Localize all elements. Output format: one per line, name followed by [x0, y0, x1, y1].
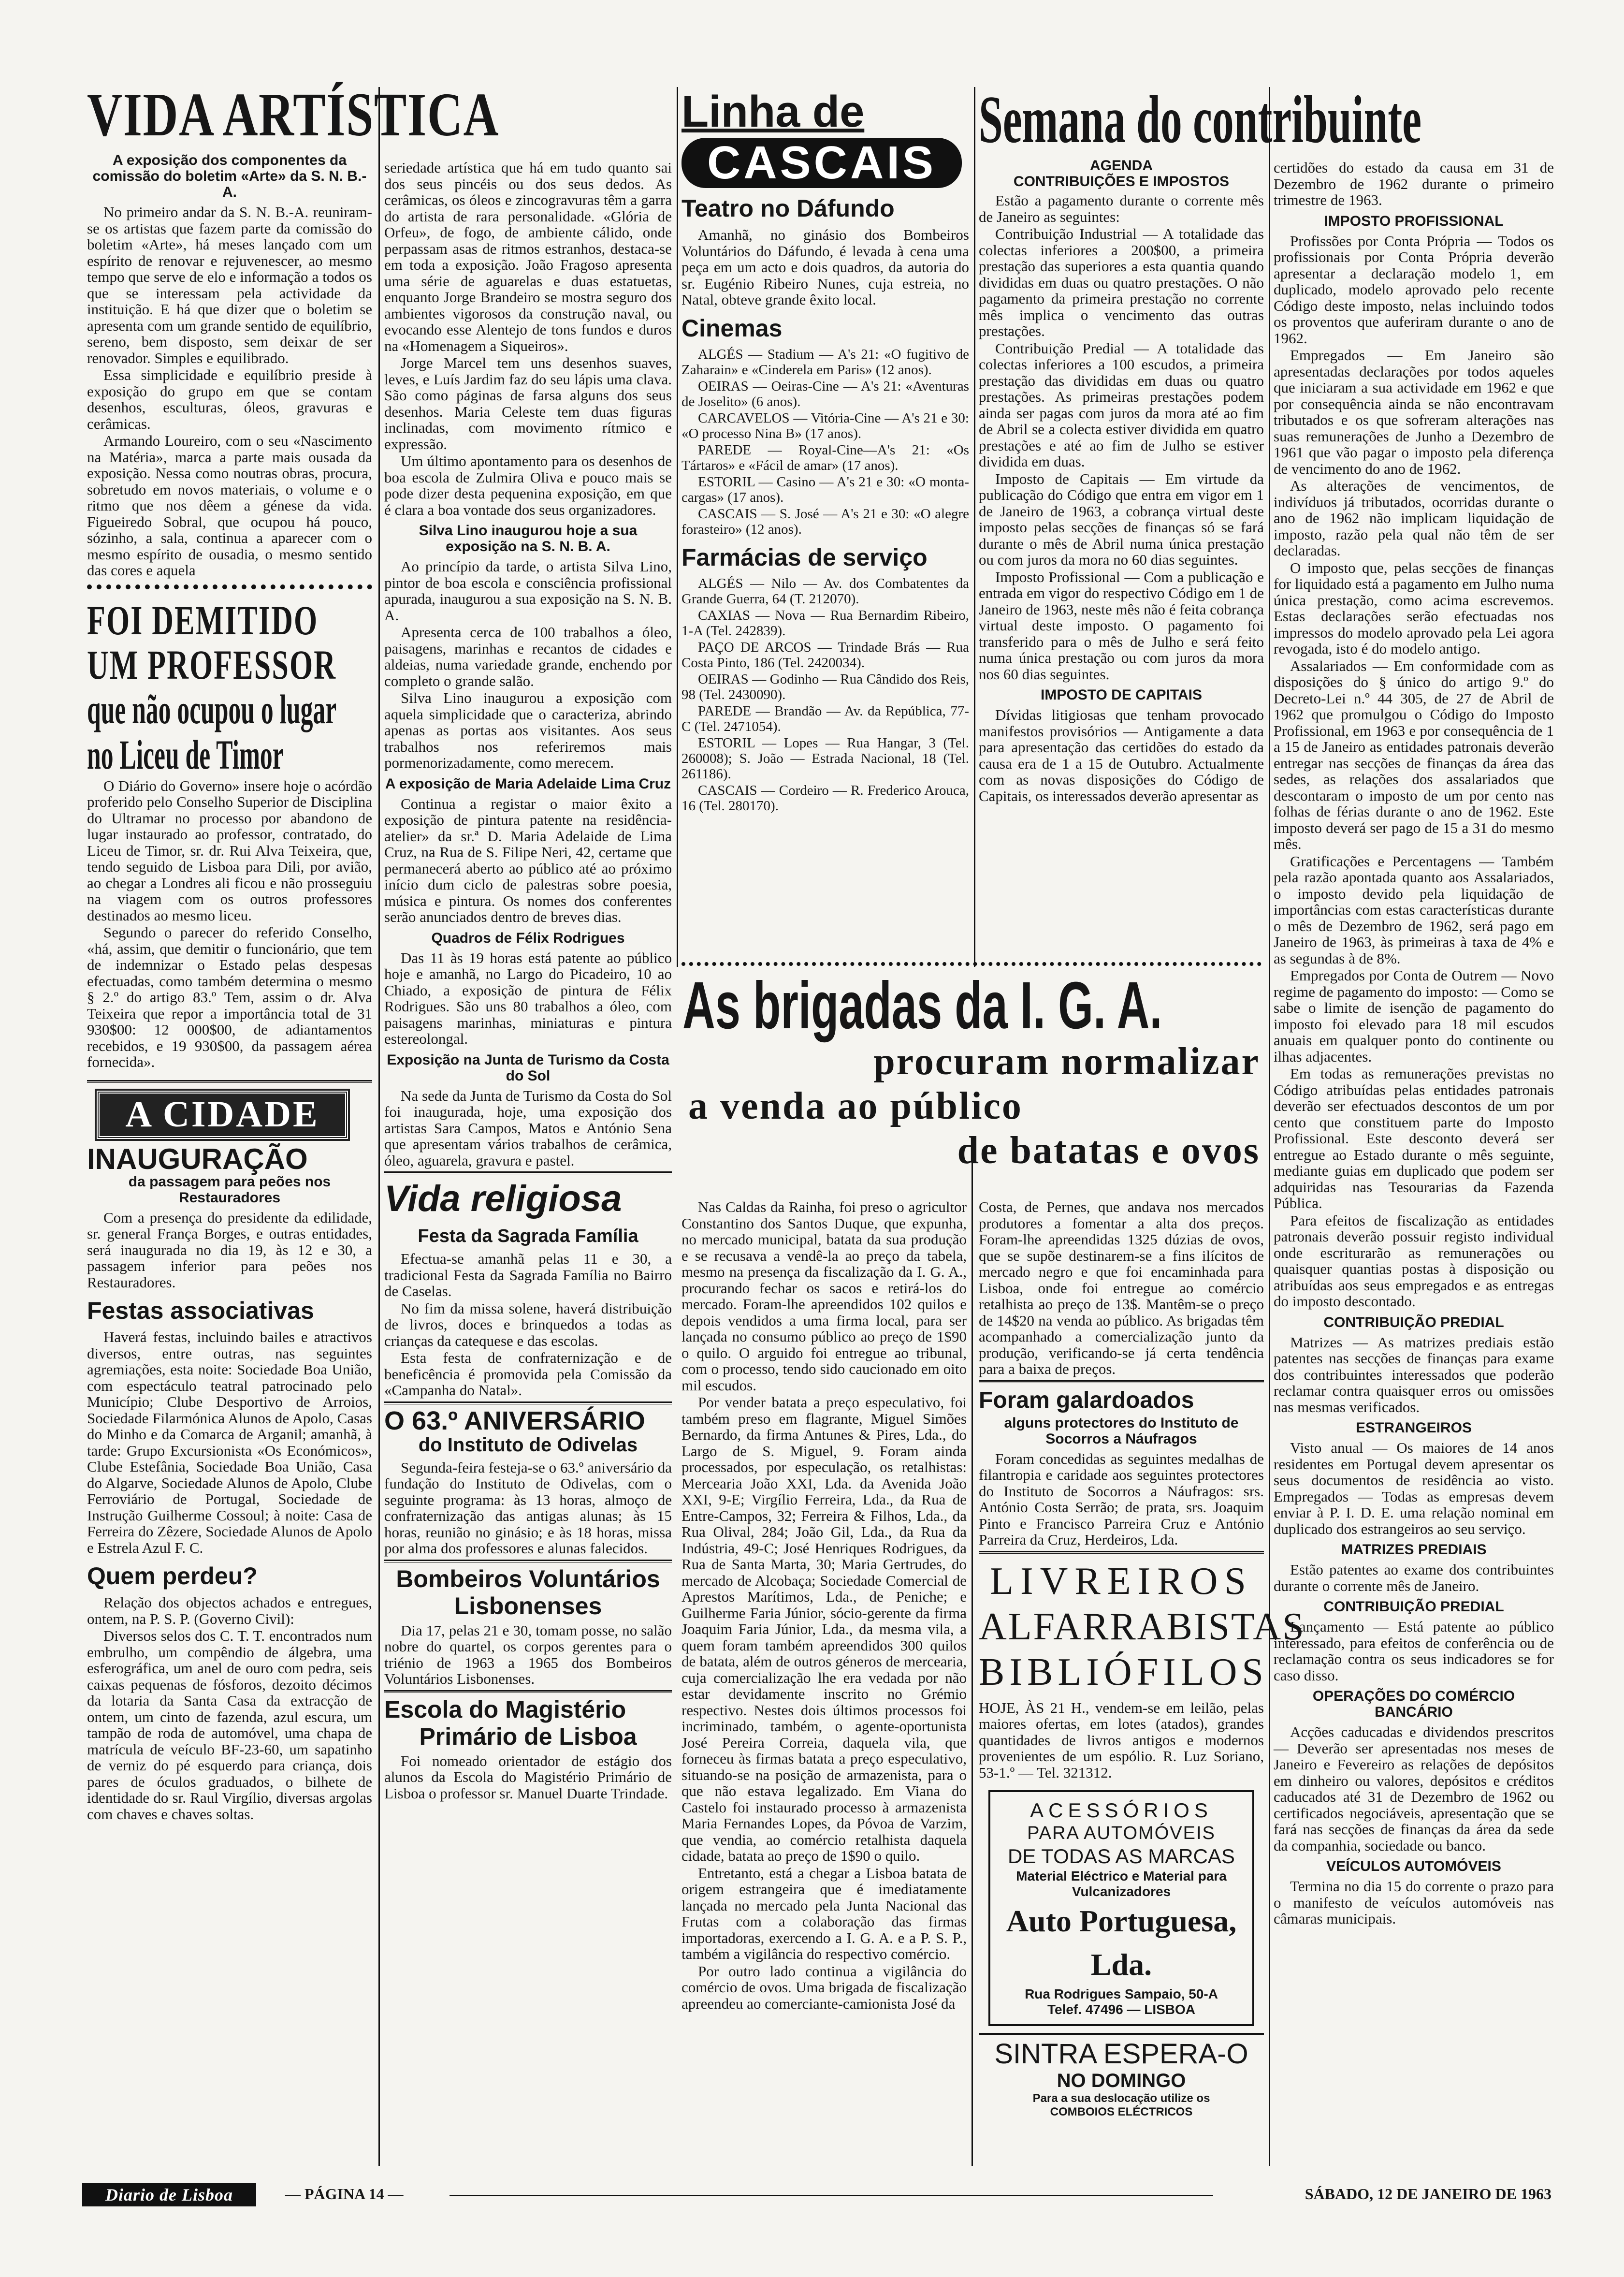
paragraph: Foram concedidas as seguintes medalhas de filantropia e caridade aos seguintes protectores do Instituto de Socorros a Náufragos: srs. António Costa Serrão; de prata, srs. Joaquim Pinto e Francisco Parreira Cruz e António Parreira da Cruz, Herdeiros, Lda.	[979, 1450, 1264, 1548]
paragraph: Ao princípio da tarde, o artista Silva Lino, pintor de boa escola e consciência profissional apurada, inaugurou a sua exposição na S. N. B. A.	[384, 558, 672, 624]
aniversario-subtitle: do Instituto de Odivelas	[418, 1434, 638, 1456]
section-divider	[384, 1171, 672, 1174]
section-divider	[384, 1690, 672, 1693]
column-rule	[974, 87, 975, 967]
section-divider	[384, 1401, 672, 1404]
paragraph: Matrizes — As matrizes prediais estão patentes nas secções de finanças para exame dos contribuintes interessados que poderão reclamar contra quaisquer erros ou omissões nas mesmas verificados.	[1274, 1333, 1554, 1416]
galardoados-subtitle: alguns protectores do Instituto de Socorros a Náufragos	[1004, 1415, 1239, 1447]
paragraph: Das 11 às 19 horas está patente ao público hoje e amanhã, no Largo do Picadeiro, 10 ao Chiado, a exposição de pintura de Félix Rodrigues. São uns 80 trabalhos a óleo, com paisagens marinhas, miniaturas e pintura estereolongal.	[384, 949, 672, 1047]
galardoados-title: Foram galardoados	[979, 1387, 1194, 1413]
bombeiros-title-2: Lisbonenses	[454, 1592, 602, 1620]
linha-de-title: Linha de	[682, 87, 865, 136]
paragraph: PAREDE — Brandão — Av. da República, 77-C (Tel. 2471054).	[682, 703, 969, 734]
page-date: SÁBADO, 12 DE JANEIRO DE 1963	[1305, 2185, 1552, 2203]
paragraph: certidões do estado da causa em 31 de Dezembro de 1962 durante o primeiro trimestre de 1963.	[1274, 159, 1554, 208]
page-number: — PÁGINA 14 —	[285, 2185, 404, 2203]
farmacias-title: Farmácias de serviço	[682, 543, 928, 571]
a-cidade-banner: A CIDADE	[97, 1091, 348, 1139]
quem-perdeu-title: Quem perdeu?	[87, 1562, 258, 1590]
paragraph: Entretanto, está a chegar a Lisboa batata de origem estrangeira que é imediatamente lançada no mercado pela Junta Nacional das Frutas com a colaboração das firmas importadoras, exercendo a I. G. A. e a P. S. P., também a vigilância do respectivo comércio.	[682, 1864, 967, 1962]
cinemas-title: Cinemas	[682, 314, 783, 342]
escola-title: Escola do Magistério	[384, 1695, 626, 1723]
paragraph: Continua a registar o maior êxito a exposição de pintura patente na residência-atelier» da sr.ª D. Maria Adelaide de Lima Cruz, na Rua de S. Filipe Neri, 42, certame que permanecerá aberto ao público até ao próximo início dum ciclo de palestras sobre poesia, música e pintura. Os nomes dos conferentes serão anunciados dentro de breves dias.	[384, 795, 672, 925]
paragraph: Amanhã, no ginásio dos Bombeiros Voluntários do Dáfundo, é levada à cena uma peça em um acto e dois quadros, da autoria do sr. Eugénio Ribeiro Nunes, cuja estreia, no Natal, obteve grande êxito local.	[682, 226, 969, 308]
imposto-profissional-title: IMPOSTO PROFISSIONAL	[1324, 213, 1504, 229]
paragraph: Estão patentes ao exame dos contribuintes durante o corrente mês de Janeiro.	[1274, 1561, 1554, 1594]
paragraph: Diversos selos dos C. T. T. encontrados num embrulho, um compêndio de álgebra, uma esferográfica, um anel de ouro com pedra, seis caixas pequenas de fósforos, dezoito décimos da lotaria da Santa Casa da extracção de ontem, um cinto de fazenda, azul escura, um tampão de roda de automóvel, uma chapa de matrícula de veículo BF-23-60, um sapatinho de verniz do pé esquerdo para criança, dois pares de óculos graduados, o bilhete de identidade do sr. Raul Virgílio, diversas argolas com chaves e chaves soltas.	[87, 1627, 372, 1823]
paragraph: O imposto que, pelas secções de finanças for liquidado está a pagamento em Julho numa única prestação, como acima escrevemos. Estas declarações serão efectuadas nos impressos do modelo aprovado pela Lei agora revogada, isto é do modelo antigo.	[1274, 559, 1554, 657]
teatro-title: Teatro no Dáfundo	[682, 195, 895, 222]
newspaper-logo: Diario de Lisboa	[82, 2183, 256, 2206]
paragraph: OEIRAS — Oeiras-Cine — A's 21: «Aventuras de Joselito» (6 anos).	[682, 378, 969, 409]
column-rule	[378, 87, 380, 2166]
paragraph: Visto anual — Os maiores de 14 anos residentes em Portugal devem apresentar os seus documentos de residência ao visto. Empregados — Todas as empresas devem enviar à P. I. D. E. uma relação nominal em duplicado dos estrangeiros ao seu serviço.	[1274, 1439, 1554, 1537]
paragraph: Costa, de Pernes, que andava nos mercados produtores a fomentar a alta dos preços. Foram-lhe apreendidas 1325 dúzias de ovos, que se supõe destinarem-se a fins ilícitos de mercado negro e que foi encaminhada para Lisboa, onde foi entregue ao comércio retalhista ao preço de 13$. Mantêm-se o preço de 14$20 na venda ao público. As brigadas têm acompanhado a comercialização junto da produção, verificando-se já certa tendência para a baixa de preços.	[979, 1198, 1264, 1377]
bombeiros-title: Bombeiros Voluntários	[396, 1565, 660, 1592]
paragraph: Acções caducadas e dividendos prescritos — Deverão ser apresentadas nos meses de Janeiro e Fevereiro as relações de depósitos em dinheiro ou valores, depósitos e créditos caducados até 31 de Dezembro de 1962 ou certificados negociáveis, apresentação que se fará nas secções de finanças da área da sede da companhia, sociedade ou banco.	[1274, 1723, 1554, 1854]
paragraph: Nas Caldas da Rainha, foi preso o agricultor Constantino dos Santos Duque, que expunha, no mercado municipal, batata da sua produção e se recusava a vendê-la ao preço da tabela, mesmo na presença da fiscalização da I. G. A., procurando fechar os sacos e retirá-los do mercado. Foram-lhe apreendidos 102 quilos e depois vendidos a uma firma local, para ser lançada no consumo público ao preço de 1$90 o quilo. O arguido foi entregue ao tribunal, com o processo, tendo sido caucionado em oito mil escudos.	[682, 1198, 967, 1394]
paragraph: Empregados por Conta de Outrem — Novo regime de pagamento do imposto: — Como se sabe o limite de isenção de pagamento do imposto foi elevado para 18 mil escudos anuais em qualquer ponto do continente ou ilhas adjacentes.	[1274, 967, 1554, 1065]
operacoes-title: OPERAÇÕES DO COMÉRCIO BANCÁRIO	[1312, 1688, 1515, 1720]
paragraph: Na sede da Junta de Turismo da Costa do Sol foi inaugurada, hoje, uma exposição dos artistas Sara Campos, Matos e António Sena que apresentam vários trabalhos de cerâmica, óleo, aguarela, gravura e pastel.	[384, 1087, 672, 1169]
vida-artistica-subtitle: A exposição dos componentes da comissão do boletim «Arte» da S. N. B.-A.	[92, 152, 367, 200]
column-rule	[1269, 87, 1270, 2166]
footer-rule	[450, 2195, 1213, 2196]
paragraph: Para efeitos de fiscalização as entidades patronais deverão possuir registo individual onde escriturarão as remunerações ou quaisquer quantias postas à disposição ou atribuídas aos seus empregados e as entregas do imposto descontado.	[1274, 1211, 1554, 1310]
paragraph: Com a presença do presidente da edilidade, sr. general França Borges, e outras entidades, será inaugurada no dia 19, às 12 e 30, a passagem inferior para peões nos Restauradores.	[87, 1209, 372, 1291]
maria-adelaide-title: A exposição de Maria Adelaide Lima Cruz	[385, 775, 671, 792]
paragraph: Dívidas litigiosas que tenham provocado manifestos provisórios — Antigamente a data para apresentação das certidões do estado da causa era de 1 a 15 de Outubro. Actualmente com as novas disposições do Código de Capitais, os interessados deverão apresentar as	[979, 706, 1264, 804]
inauguracao-title: INAUGURAÇÃO	[87, 1142, 308, 1175]
paragraph: Silva Lino inaugurou a exposição com aquela simplicidade que o caracteriza, abrindo apenas as portas aos visitantes. Aos seus trabalhos nos referiremos mais pormenorizadamente, como merecem.	[384, 689, 672, 771]
paragraph: ESTORIL — Lopes — Rua Hangar, 3 (Tel. 260008); S. João — Estrada Nacional, 18 (Tel. 261186).	[682, 735, 969, 782]
paragraph: Assalariados — Em conformidade com as disposições do § único do artigo 9.º do Decreto-Lei n.º 44 305, de 27 de Abril de 1962 que promulgou o Código do Imposto Profissional, em 1963 e por consequência de 1 a 15 de Janeiro as entidades patronais deverão entregar nas secções de finanças da área das sedes, as relações dos assalariados que descontaram o imposto de um por cento nas folhas de férias durante o ano de 1962. Este imposto deverá ser pago de 15 a 31 do mesmo mês.	[1274, 657, 1554, 852]
paragraph: PAÇO DE ARCOS — Trindade Brás — Rua Costa Pinto, 186 (Tel. 2420034).	[682, 639, 969, 671]
paragraph: O Diário do Governo» insere hoje o acórdão proferido pelo Conselho Superior de Disciplina do Ultramar no processo por abandono de lugar instaurado ao professor, contratado, do Liceu de Timor, sr. dr. Rui Alva Teixeira, que, tendo seguido de Lisboa para Dili, por avião, ao chegar a Londres ali ficou e não prosseguiu na viagem com os outros professores destinados ao mesmo liceu.	[87, 777, 372, 924]
paragraph: Essa simplicidade e equilíbrio preside à exposição do grupo em que se contam desenhos, esculturas, óleos, gravuras e cerâmicas.	[87, 366, 372, 432]
matrizes-title: MATRIZES PREDIAIS	[1341, 1542, 1487, 1558]
vida-religiosa-title: Vida religiosa	[384, 1178, 622, 1219]
sagrada-familia-title: Festa da Sagrada Família	[418, 1226, 638, 1246]
paragraph: Dia 17, pelas 21 e 30, tomam posse, no salão nobre do quartel, os corpos gerentes para o triénio de 1963 a 1965 dos Bombeiros Voluntários Lisbonenses.	[384, 1621, 672, 1687]
vida-artistica-title: VIDA ARTÍSTICA	[87, 80, 500, 149]
sintra-ad: SINTRA ESPERA-O NO DOMINGO Para a sua deslocação utilize os COMBOIOS ELÉCTRICOS	[979, 2033, 1264, 2119]
contribuicao-predial-title-2: CONTRIBUIÇÃO PREDIAL	[1323, 1599, 1504, 1615]
brigadas-left-column	[682, 1199, 967, 2171]
paragraph: As alterações de vencimentos, de indivíduos já tributados, ocorridas durante o ano de 1962 não implicam liquidação de imposto, razão pela qual não têm de ser declaradas.	[1274, 477, 1554, 559]
paragraph: Por vender batata a preço especulativo, foi também preso em flagrante, Miguel Simões Bernardo, da firma Antunes & Pires, Lda., do Largo de S. Miguel, 9. Foram ainda processados, por especulação, os retalhistas: Mercearia João XXI, Lda. da Avenida João XXI, 9-E; Virgílio Ferreira, Lda., da Rua de Entre-Campos, 32; Ferreira & Filhos, Lda., da Rua Olival, 284; João Gil, Lda., da Rua da Indústria, 49-C; José Henriques Rodrigues, da Rua de Santa Marta, 30; Maria Gertrudes, do mercado de Alcobaça; Sociedade Comercial de Aprestos Marítimos, Lda., de Peniche; e Guilherme Faria Júnior, sócio-gerente da firma Joaquim Faria Júnior, Lda., da mesma vila, a quem foram também apreendidos 300 quilos de batata, além de outros géneros de mercearia, cuja comercialização lhe era vedada por não estar devidamente inscrito no Grémio respectivo. Nestes dois últimos processos foi incriminado, também, o agente-oportunista José Pereira Correia, daquela vila, que forneceu às firmas batata a preço especulativo, situando-se na posição de armazenista, para o que não estava legalizado. Em Viana do Castelo foi instaurado processo à armazenista Maria Fernandes Lopes, da Póvoa de Varzim, que vendia, ao comércio retalhista daquela cidade, batata ao preço de 1$90 o quilo.	[682, 1394, 967, 1864]
brigadas-right-column	[979, 1198, 1305, 2171]
felix-rodrigues-title: Quadros de Félix Rodrigues	[431, 930, 625, 946]
paragraph: Termina no dia 15 do corrente o prazo para o manifesto de veículos automóveis nas câmaras municipais.	[1274, 1878, 1554, 1927]
paragraph: Armando Loureiro, com o seu «Nascimento na Matéria», marca a parte mais ousada da exposição. Nessa como noutras obras, procura, sobretudo em novos materiais, o volume e o ritmo que nos dêem a génese da vida. Figueiredo Sobral, que ocupou há pouco, sózinho, a sala, continua a aparecer com o mesmo espírito de ousadia, o mesmo sentido das cores e aquela	[87, 432, 372, 579]
imposto-capitais-title: IMPOSTO DE CAPITAIS	[1041, 687, 1202, 703]
silva-lino-title: Silva Lino inaugurou hoje a sua exposição na S. N. B. A.	[419, 523, 638, 555]
section-divider	[979, 1380, 1264, 1383]
cascais-banner: CASCAIS	[682, 138, 962, 188]
paragraph: Segundo o parecer do referido Conselho, «há, assim, que demitir o funcionário, que tem de indemnizar o Estado pelas despesas efectuadas, como também determina o mesmo § 2.º do artigo 83.º Tem, assim o dr. Alva Teixeira que repor a importância total de 31 930$00: 12 000$00, de adiantamentos recebidos, e 19 930$00, da passagem aérea fornecida».	[87, 924, 372, 1070]
semana-contribuinte-title: Semana do contribuinte	[979, 82, 1421, 157]
paragraph: No fim da missa solene, haverá distribuição de livros, doces e brinquedos a todas as crianças da catequese e das escolas.	[384, 1299, 672, 1349]
paragraph: CAXIAS — Nova — Rua Bernardim Ribeiro, 1-A (Tel. 242839).	[682, 607, 969, 639]
paragraph: Imposto Profissional — Com a publicação e entrada em vigor do respectivo Código em 1 de Janeiro de 1963, neste mês não é feita cobrança virtual deste imposto. O pagamento foi transferido para o mês de Julho e será feito numa única prestação ou com juros da mora nos 60 dias seguintes.	[979, 568, 1264, 683]
page-footer	[82, 2180, 1552, 2214]
junta-turismo-title: Exposição na Junta de Turismo da Costa do Sol	[387, 1051, 669, 1084]
paragraph: ALGÉS — Stadium — A's 21: «O fugitivo de Zaharain» e «Cinderela em Paris» (12 anos).	[682, 346, 969, 378]
acessorios-ad: ACESSÓRIOS PARA AUTOMÓVEIS DE TODAS AS MARCAS Material Eléctrico e Material para Vulcanizadores Auto Portuguesa, Lda. Rua Rodrigues Sampaio, 50-A Telef. 47496 — LISBOA	[988, 1790, 1254, 2026]
column-rule	[972, 1141, 973, 2166]
column-1	[87, 80, 500, 2171]
paragraph: Contribuição Industrial — A totalidade das colectas inferiores a 200$00, a primeira prestação das superiores a esta quantia quando divididas em duas ou quatro prestações. O não pagamento da primeira prestação no corrente mês implica o vencimento das outras prestações.	[979, 225, 1264, 339]
section-divider	[87, 1080, 372, 1083]
paragraph: No primeiro andar da S. N. B.-A. reuniram-se os artistas que fazem parte da comissão do boletim «Arte», há meses lançado com um espírito de renovar e rejuvenescer, ao mesmo tempo que serve de elo e informação a todos os que se interessam pela actividade da instituição. E há que dizer que o boletim se apresenta com um grande sentido de equilíbrio, sereno, bem disposto, sem deixar de ser renovador. Simples e equilibrado.	[87, 204, 372, 366]
paragraph: CARCAVELOS — Vitória-Cine — A's 21 e 30: «O processo Nina B» (17 anos).	[682, 410, 969, 441]
paragraph: Lançamento — Está patente ao público interessado, para efeitos de conferência ou de reclamação contra os seus indicadores se for caso disso.	[1274, 1618, 1554, 1684]
paragraph: seriedade artística que há em tudo quanto sai dos seus pincéis ou dos seus dedos. As cerâmicas, os óleos e zincogravuras têm a garra do artista de rara personalidade. «Glória de Orfeu», de fogo, de ambiente cálido, onde perpassam asas de ritmos estranhos, destaca-se em toda a exposição. João Fragoso apresenta uma série de aguarelas e duas estatuetas, enquanto Jorge Brandeiro se mostra seguro dos ambientes vigorosos da construção naval, ou evocando esse Alentejo de tons fundos e duros na «Homenagem a Siqueiros».	[384, 159, 672, 354]
section-divider	[87, 584, 372, 592]
section-divider	[979, 1551, 1264, 1554]
paragraph: Jorge Marcel tem uns desenhos suaves, leves, e Luís Jardim faz do seu lápis uma clava. São como páginas de farsa alguns dos seus desenhos. Maria Celeste tem duas figuras inclinadas, com movimento rítmico e expressão.	[384, 354, 672, 452]
paragraph: Empregados — Em Janeiro são apresentadas declarações por todos aqueles que iniciaram a sua actividade em 1962 e que por consequência ainda se não encontravam tributados e os que sofreram alterações nas suas remunerações de Junho a Dezembro de 1961 que vão pagar o imposto pela diferença de vencimento do ano de 1962.	[1274, 347, 1554, 477]
section-divider	[682, 962, 1262, 969]
section-divider	[384, 1560, 672, 1562]
livreiros-ad: LIVREIROS ALFARRABISTAS BIBLIÓFILOS	[979, 1560, 1305, 1693]
paragraph: ESTORIL — Casino — A's 21 e 30: «O monta-cargas» (17 anos).	[682, 474, 969, 505]
paragraph: Por outro lado continua a vigilância do comércio de ovos. Uma brigada de fiscalização apreendeu ao comerciante-camionista José da	[682, 1962, 967, 2012]
paragraph: Segunda-feira festeja-se o 63.º aniversário da fundação do Instituto de Odivelas, com o seguinte programa: às 13 horas, almoço de confraternização das antigas alunas; às 15 horas, reunião no ginásio; e às 18 horas, missa por alma dos professores e alunas falecidos.	[384, 1459, 672, 1557]
festas-title: Festas associativas	[87, 1297, 314, 1324]
paragraph: Um último apontamento para os desenhos de boa escola de Zulmira Oliva e pouco mais se pode dizer desta pequenina exposição, em que é clara a boa vontade dos seus organizadores.	[384, 452, 672, 518]
contribuicoes-title: CONTRIBUIÇÕES E IMPOSTOS	[1013, 174, 1230, 190]
paragraph: Apresenta cerca de 100 trabalhos a óleo, paisagens, marinhas e recantos de cidades e aldeias, numa variedade grande, enchendo por completo o grande salão.	[384, 624, 672, 689]
estrangeiros-title: ESTRANGEIROS	[1355, 1420, 1472, 1436]
paragraph: Gratificações e Percentagens — Também pela razão apontada quanto aos Assalariados, o imposto devido pela liquidação de importâncias com estas características durante o mês de Dezembro de 1962, será pago em Janeiro de 1963, às primeiras à taxa de 4% e as segundas à de 8%.	[1274, 852, 1554, 967]
paragraph: OEIRAS — Godinho — Rua Cândido dos Reis, 98 (Tel. 2430090).	[682, 671, 969, 702]
inauguracao-subtitle: da passagem para peões nos Restauradores	[128, 1173, 331, 1206]
paragraph: Profissões por Conta Própria — Todos os profissionais por Conta Própria deverão apresentar a declaração modelo 1, em duplicado, modelo aprovado pelo recente Código deste imposto, nelas incluindo todos os proventos que auferiram durante o ano de 1962.	[1274, 232, 1554, 347]
paragraph: Efectua-se amanhã pelas 11 e 30, a tradicional Festa da Sagrada Família no Bairro de Caselas.	[384, 1250, 672, 1299]
paragraph: Contribuição Predial — A totalidade das colectas inferiores a 100 escudos, a primeira prestação das divididas em duas ou quatro prestações. As primeiras prestações podem ainda ser pagas com juros da mora até ao fim de Abril se a colecta estiver dividida em quatro prestações e até ao fim de Julho se estiver dividida em duas.	[979, 339, 1264, 470]
paragraph: Foi nomeado orientador de estágio dos alunos da Escola do Magistério Primário de Lisboa o professor sr. Manuel Duarte Trindade.	[384, 1752, 672, 1802]
column-2	[384, 160, 672, 2171]
paragraph: Estão a pagamento durante o corrente mês de Janeiro as seguintes:	[979, 192, 1264, 225]
paragraph: Em todas as remunerações previstas no Código atribuídas pelas entidades patronais deverão ser efectuados descontos de um por cento que constituem parte do Imposto Profissional. Este desconto deverá ser entregue ao Estado durante o mês seguinte, mediante guias em duplicado que podem ser adquiridas nas Tesourarias da Fazenda Pública.	[1274, 1065, 1554, 1211]
escola-title-2: Primário de Lisboa	[419, 1722, 637, 1750]
contribuicao-predial-title: CONTRIBUIÇÃO PREDIAL	[1323, 1314, 1504, 1330]
paragraph: ALGÉS — Nilo — Av. dos Combatentes da Grande Guerra, 64 (T. 212070).	[682, 575, 969, 607]
veiculos-title: VEÍCULOS AUTOMÓVEIS	[1326, 1858, 1501, 1874]
brigadas-headline: As brigadas da I. G. A. procuram normalizar a venda ao público de batatas e ovos	[682, 968, 1260, 1172]
paragraph: Haverá festas, incluindo bailes e atractivos diversos, entre outras, nas seguintes agremiações, esta noite: Sociedade Boa União, com espectáculo teatral patrocinado pelo Município; Clube Desportivo de Arroios, Sociedade Filarmónica Alunos de Apolo, Casas do Minho e da Comarca de Arganil; amanhã, à tarde: Grupo Excursionista «Os Económicos», Clube Estefânia, Sociedade Boa União, Casa do Algarve, Sociedade Alunos de Apolo, Clube Ferroviário de Portugal, Sociedade de Instrução Guilherme Cossoul; à noite: Casa de Ferreira do Zêzere, Sociedade Alunos de Apolo e Estrela Azul F. C.	[87, 1328, 372, 1556]
paragraph: HOJE, ÀS 21 H., vendem-se em leilão, pelas maiores ofertas, em lotes (atados), grandes quantidades de livros antigos e modernos provenientes de um espólio. R. Luz Soriano, 53-1.º — Tel. 321312.	[979, 1699, 1264, 1781]
paragraph: PAREDE — Royal-Cine—A's 21: «Os Tártaros» e «Fácil de amar» (17 anos).	[682, 442, 969, 473]
paragraph: Imposto de Capitais — Em virtude da publicação do Código que entra em vigor em 1 de Janeiro de 1963, a cobrança virtual deste imposto pelas secções de finanças só se fará durante o mês de Abril numa única prestação ou com juros da mora no 60 dias seguintes.	[979, 470, 1264, 568]
paragraph: Esta festa de confraternização e de beneficência é promovida pela Comissão da «Campanha do Natal».	[384, 1349, 672, 1399]
demitido-headline: FOI DEMITIDO UM PROFESSOR que não ocupou o lugar no Liceu de Timor	[87, 597, 337, 778]
column-3	[682, 89, 969, 960]
agenda-title: AGENDA	[1089, 158, 1153, 174]
column-5	[1274, 160, 1554, 2171]
paragraph: CASCAIS — Cordeiro — R. Frederico Arouca, 16 (Tel. 280170).	[682, 782, 969, 814]
aniversario-title: O 63.º ANIVERSÁRIO	[384, 1406, 645, 1435]
column-rule	[677, 87, 678, 967]
paragraph: CASCAIS — S. José — A's 21 e 30: «O alegre forasteiro» (12 anos).	[682, 506, 969, 537]
paragraph: Relação dos objectos achados e entregues, ontem, na P. S. P. (Governo Civil):	[87, 1594, 372, 1627]
